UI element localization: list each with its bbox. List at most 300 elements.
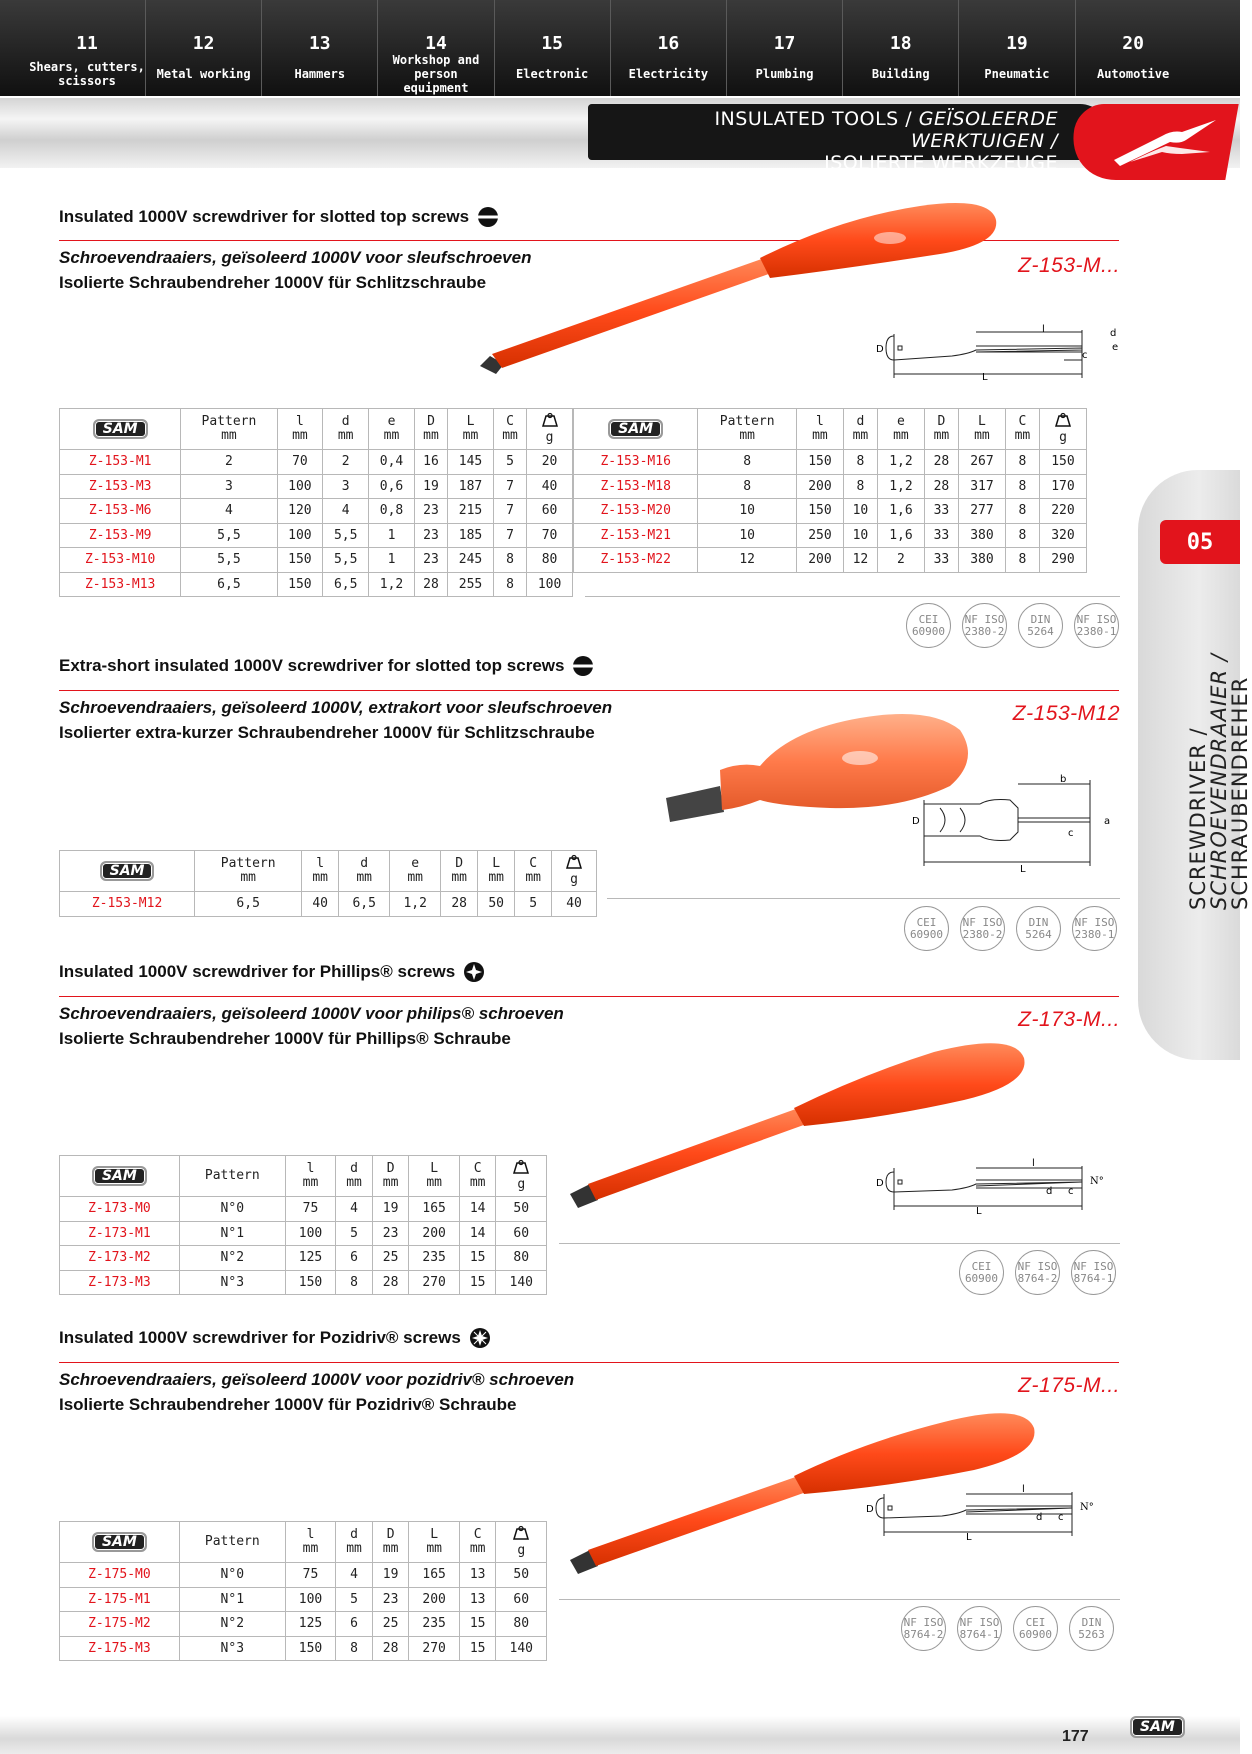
dim-label: l bbox=[1042, 324, 1045, 335]
table-row bbox=[574, 450, 1087, 475]
table-cell: 267 bbox=[958, 450, 1005, 475]
section2-table bbox=[59, 850, 597, 917]
nav-tab-15[interactable] bbox=[494, 0, 610, 96]
header-symbol: e bbox=[411, 856, 420, 871]
column-header bbox=[336, 1156, 373, 1197]
table-cell: 200 bbox=[409, 1221, 459, 1246]
header-unit: mm bbox=[469, 1541, 486, 1556]
column-header-weight bbox=[496, 1522, 547, 1563]
table-cell: 50 bbox=[496, 1563, 547, 1588]
header-unit: mm bbox=[462, 428, 479, 443]
chapter-navigation bbox=[0, 0, 1240, 96]
chapter-title-de: SCHRAUBENDREHER bbox=[1228, 676, 1252, 910]
table-row bbox=[60, 474, 573, 499]
column-header bbox=[459, 1522, 496, 1563]
table-cell: 7 bbox=[493, 523, 526, 548]
table-cell: 70 bbox=[277, 450, 323, 475]
dim-label: D bbox=[912, 816, 920, 827]
table-cell: 10 bbox=[698, 523, 797, 548]
nav-tab-number: 16 bbox=[657, 33, 680, 54]
section4-ref: Z-175-M... bbox=[1018, 1374, 1120, 1397]
table-cell: 187 bbox=[448, 474, 494, 499]
dim-label: c bbox=[1082, 350, 1088, 361]
badge-line: 2380-1 bbox=[1074, 927, 1115, 941]
table-cell: 75 bbox=[285, 1563, 335, 1588]
brand-header bbox=[60, 1156, 180, 1197]
certification-badge bbox=[904, 906, 949, 951]
column-header bbox=[285, 1156, 335, 1197]
table-cell: 1,6 bbox=[877, 523, 924, 548]
chapter-title-nl: SCHROEVENDRAAIER / bbox=[1207, 653, 1231, 910]
table-cell: 6,5 bbox=[339, 892, 390, 917]
table-cell: 270 bbox=[409, 1270, 459, 1295]
section3-certifications bbox=[959, 1250, 1116, 1295]
header-unit: mm bbox=[221, 428, 237, 443]
badge-line: NF ISO bbox=[1076, 612, 1117, 626]
section1-certifications bbox=[906, 603, 1119, 648]
dim-label: N° bbox=[1090, 1176, 1104, 1187]
table-cell: 8 bbox=[336, 1270, 373, 1295]
dim-label: D bbox=[876, 344, 884, 355]
table-cell: 150 bbox=[285, 1270, 335, 1295]
table-cell: 100 bbox=[285, 1221, 335, 1246]
product-code: Z-173-M2 bbox=[60, 1246, 180, 1271]
column-header bbox=[877, 409, 924, 450]
table-cell: 200 bbox=[796, 474, 843, 499]
table-cell: 10 bbox=[698, 499, 797, 524]
badge-line: CEI bbox=[916, 915, 937, 929]
table-cell: 19 bbox=[372, 1197, 409, 1222]
table-cell: 33 bbox=[924, 523, 958, 548]
nav-tab-number: 20 bbox=[1122, 33, 1144, 54]
table-cell: 4 bbox=[323, 499, 369, 524]
table-cell: 1,2 bbox=[877, 450, 924, 475]
badge-line: 60900 bbox=[909, 927, 944, 941]
dim-label: e bbox=[1112, 342, 1119, 353]
header-unit: g bbox=[517, 1177, 526, 1192]
header-symbol: C bbox=[473, 1527, 482, 1542]
dim-label: d bbox=[1110, 328, 1117, 339]
certification-badge bbox=[1016, 906, 1061, 951]
table-cell: 12 bbox=[698, 548, 797, 573]
badge-line: 60900 bbox=[911, 624, 946, 638]
nav-tab-number: 15 bbox=[541, 33, 563, 54]
table-cell: 23 bbox=[372, 1221, 409, 1246]
table-cell: 28 bbox=[924, 474, 958, 499]
header-symbol: e bbox=[387, 414, 396, 429]
header-unit: mm bbox=[292, 428, 308, 443]
header-unit: mm bbox=[451, 870, 467, 885]
table-cell: 150 bbox=[277, 548, 323, 573]
table-cell: 3 bbox=[181, 474, 277, 499]
table-cell: 6,5 bbox=[323, 572, 369, 597]
table-row bbox=[574, 523, 1087, 548]
header-unit: mm bbox=[469, 1175, 486, 1190]
table-cell: 120 bbox=[277, 499, 323, 524]
weight-icon bbox=[564, 855, 584, 869]
badge-line: 5264 bbox=[1025, 927, 1052, 941]
product-code: Z-153-M10 bbox=[60, 548, 181, 573]
brand-logo: SAM bbox=[608, 419, 663, 439]
header-symbol: d bbox=[360, 856, 369, 871]
nav-tab-13[interactable] bbox=[261, 0, 377, 96]
header-symbol: d bbox=[856, 414, 865, 429]
header-unit: mm bbox=[739, 428, 755, 443]
table-cell: 60 bbox=[496, 1221, 547, 1246]
certification-badge bbox=[1074, 603, 1119, 648]
product-code: Z-173-M1 bbox=[60, 1221, 180, 1246]
section2-title-text: Extra-short insulated 1000V screwdriver for slotted top screws bbox=[59, 656, 565, 675]
header-symbol: D bbox=[386, 1161, 395, 1176]
section4-table bbox=[59, 1521, 547, 1661]
table-cell: 1 bbox=[369, 548, 415, 573]
nav-tab-17[interactable] bbox=[726, 0, 842, 96]
table-row bbox=[60, 1270, 547, 1295]
column-header bbox=[372, 1156, 409, 1197]
certification-badge bbox=[906, 603, 951, 648]
nav-tab-label: Hammers bbox=[294, 67, 346, 81]
product-code: Z-173-M0 bbox=[60, 1197, 180, 1222]
table-row bbox=[60, 1636, 547, 1661]
header-unit: mm bbox=[382, 1541, 399, 1556]
header-symbol: D bbox=[386, 1527, 395, 1542]
column-header bbox=[924, 409, 958, 450]
table-cell: 19 bbox=[372, 1563, 409, 1588]
badge-line: NF ISO bbox=[903, 1615, 944, 1629]
table-cell: 60 bbox=[527, 499, 573, 524]
table-cell: 8 bbox=[493, 548, 526, 573]
nav-tab-label: Building bbox=[871, 67, 930, 81]
nav-tab-label: Plumbing bbox=[755, 67, 814, 81]
table-cell: 33 bbox=[924, 499, 958, 524]
header-unit: mm bbox=[302, 1541, 319, 1556]
nav-tab-label: Pneumatic bbox=[984, 67, 1050, 81]
badge-line: NF ISO bbox=[1073, 1259, 1114, 1273]
header-unit: mm bbox=[423, 428, 439, 443]
product-code: Z-153-M6 bbox=[60, 499, 181, 524]
table-cell: 200 bbox=[796, 548, 843, 573]
badge-line: 5263 bbox=[1078, 1627, 1105, 1641]
header-unit: mm bbox=[383, 428, 400, 443]
table-cell: 15 bbox=[459, 1636, 496, 1661]
section2-certifications bbox=[904, 906, 1117, 951]
section1-title bbox=[59, 206, 499, 228]
certification-badge bbox=[1071, 1250, 1116, 1295]
table-cell: 14 bbox=[459, 1221, 496, 1246]
table-cell: 60 bbox=[496, 1587, 547, 1612]
table-cell: 4 bbox=[336, 1563, 373, 1588]
table-cell: 40 bbox=[527, 474, 573, 499]
table-cell: 380 bbox=[958, 523, 1005, 548]
header-symbol: d bbox=[341, 414, 350, 429]
phillips-screw-icon bbox=[463, 961, 485, 983]
table-cell: 5,5 bbox=[323, 548, 369, 573]
header-symbol: C bbox=[529, 856, 538, 871]
nav-tab-label: Automotive bbox=[1096, 67, 1170, 81]
nav-tab-12[interactable] bbox=[145, 0, 261, 96]
table-row bbox=[60, 499, 573, 524]
product-code: Z-153-M13 bbox=[60, 572, 181, 597]
nav-tab-14[interactable] bbox=[377, 0, 493, 96]
section3-ref: Z-173-M... bbox=[1018, 1008, 1120, 1031]
pozidriv-screw-icon bbox=[469, 1327, 491, 1349]
table-cell: 4 bbox=[181, 499, 277, 524]
section-header bbox=[588, 104, 1108, 174]
product-code: Z-153-M20 bbox=[574, 499, 698, 524]
table-cell: 245 bbox=[448, 548, 494, 573]
nav-tab-18[interactable] bbox=[842, 0, 958, 96]
divider bbox=[559, 1599, 1120, 1600]
table-row bbox=[60, 450, 573, 475]
table-cell: 80 bbox=[496, 1612, 547, 1637]
table-row bbox=[60, 892, 597, 917]
dim-label: l bbox=[1032, 1158, 1035, 1169]
header-symbol: L bbox=[430, 1527, 439, 1542]
header-unit: mm bbox=[312, 870, 329, 885]
product-code: Z-153-M9 bbox=[60, 523, 181, 548]
sam-footer-logo bbox=[1130, 1716, 1185, 1738]
product-code: Z-153-M21 bbox=[574, 523, 698, 548]
badge-line: NF ISO bbox=[1017, 1259, 1058, 1273]
section4-subtitle-nl: Schroevendraaiers, geïsoleerd 1000V voor pozidriv® schroeven bbox=[59, 1370, 575, 1389]
pliers-icon bbox=[1110, 112, 1220, 168]
header-unit: mm bbox=[337, 428, 354, 443]
header-unit: mm bbox=[1014, 428, 1031, 443]
weight-icon bbox=[540, 413, 560, 427]
column-header bbox=[409, 1522, 459, 1563]
header-unit: mm bbox=[852, 428, 869, 443]
badge-line: 5264 bbox=[1027, 624, 1054, 638]
nav-tab-label: Electronic bbox=[516, 67, 589, 81]
slotted-screw-icon bbox=[572, 655, 594, 677]
table-row bbox=[574, 499, 1087, 524]
table-cell: 0,4 bbox=[369, 450, 415, 475]
header-symbol: l bbox=[816, 414, 824, 429]
table-cell: 50 bbox=[496, 1197, 547, 1222]
section3-divider bbox=[59, 996, 1119, 997]
section2-dimension-diagram bbox=[910, 774, 1120, 874]
badge-line: 8764-2 bbox=[1017, 1271, 1058, 1285]
table-cell: 220 bbox=[1039, 499, 1086, 524]
product-code: Z-175-M2 bbox=[60, 1612, 180, 1637]
column-header bbox=[390, 851, 441, 892]
header-unit: mm bbox=[356, 870, 373, 885]
table-cell: N°2 bbox=[179, 1246, 285, 1271]
section4-subtitle-de: Isolierte Schraubendreher 1000V für Pozidriv® Schraube bbox=[59, 1395, 517, 1414]
table-cell: 19 bbox=[414, 474, 447, 499]
table-cell: 185 bbox=[448, 523, 494, 548]
header-unit: g bbox=[570, 872, 578, 887]
weight-icon bbox=[1053, 413, 1073, 427]
section1-subtitle-de: Isolierte Schraubendreher 1000V für Schlitzschraube bbox=[59, 273, 487, 292]
table-cell: 8 bbox=[1005, 474, 1039, 499]
table-cell: 28 bbox=[372, 1270, 409, 1295]
column-header bbox=[181, 409, 277, 450]
table-cell: 80 bbox=[527, 548, 573, 573]
table-cell: 125 bbox=[285, 1246, 335, 1271]
table-cell: 23 bbox=[372, 1587, 409, 1612]
table-cell: 5,5 bbox=[323, 523, 369, 548]
divider bbox=[607, 898, 1120, 899]
table-cell: 8 bbox=[843, 474, 877, 499]
header-symbol: Pattern bbox=[719, 414, 775, 429]
nav-tab-19[interactable] bbox=[958, 0, 1074, 96]
header-unit: mm bbox=[382, 1175, 399, 1190]
table-cell: 16 bbox=[414, 450, 447, 475]
table-cell: 40 bbox=[302, 892, 339, 917]
column-header bbox=[958, 409, 1005, 450]
certification-badge bbox=[957, 1606, 1002, 1651]
table-cell: 1,6 bbox=[877, 499, 924, 524]
certification-badge bbox=[962, 603, 1007, 648]
column-header bbox=[409, 1156, 459, 1197]
product-code: Z-173-M3 bbox=[60, 1270, 180, 1295]
table-cell: 150 bbox=[1039, 450, 1086, 475]
header-unit: g bbox=[545, 430, 554, 445]
badge-line: CEI bbox=[971, 1259, 992, 1273]
table-cell: 8 bbox=[698, 474, 797, 499]
table-cell: 7 bbox=[493, 474, 526, 499]
table-cell: 25 bbox=[372, 1246, 409, 1271]
table-cell: 10 bbox=[843, 499, 877, 524]
badge-line: NF ISO bbox=[964, 612, 1005, 626]
table-cell: 28 bbox=[441, 892, 478, 917]
table-cell: 28 bbox=[924, 450, 958, 475]
column-header bbox=[515, 851, 552, 892]
certification-badge bbox=[901, 1606, 946, 1651]
certification-badge bbox=[1018, 603, 1063, 648]
table-cell: 145 bbox=[448, 450, 494, 475]
table-cell: 215 bbox=[448, 499, 494, 524]
nav-tab-16[interactable] bbox=[610, 0, 726, 96]
table-cell: 6,5 bbox=[195, 892, 302, 917]
nav-tab-label: Electricity bbox=[628, 67, 709, 81]
table-cell: 125 bbox=[285, 1612, 335, 1637]
divider bbox=[559, 1243, 1120, 1244]
table-cell: 290 bbox=[1039, 548, 1086, 573]
header-symbol: l bbox=[306, 1161, 315, 1176]
chapter-number: 05 bbox=[1160, 520, 1240, 564]
header-unit: mm bbox=[346, 1175, 362, 1190]
column-header bbox=[414, 409, 447, 450]
brand-header bbox=[574, 409, 698, 450]
chapter-title bbox=[1188, 610, 1251, 910]
header-symbol: C bbox=[506, 414, 514, 429]
table-cell: 2 bbox=[181, 450, 277, 475]
section1-table-left bbox=[59, 408, 573, 597]
section4-certifications bbox=[901, 1606, 1114, 1651]
product-code: Z-153-M22 bbox=[574, 548, 698, 573]
table-cell: 1,2 bbox=[877, 474, 924, 499]
table-cell: 28 bbox=[372, 1636, 409, 1661]
column-header-weight bbox=[552, 851, 597, 892]
header-unit: mm bbox=[426, 1541, 442, 1556]
table-cell: 7 bbox=[493, 499, 526, 524]
brand-header bbox=[60, 1522, 180, 1563]
table-cell: 15 bbox=[459, 1270, 496, 1295]
header-nl: GEÏSOLEERDE WERKTUIGEN / bbox=[911, 108, 1058, 152]
dim-label: c bbox=[1058, 1512, 1064, 1523]
dim-label: c bbox=[1068, 1186, 1074, 1197]
table-cell: 100 bbox=[277, 523, 323, 548]
header-symbol: L bbox=[978, 414, 986, 429]
product-code: Z-153-M12 bbox=[60, 892, 195, 917]
column-header bbox=[372, 1522, 409, 1563]
nav-tab-number: 18 bbox=[889, 33, 912, 54]
header-symbol: L bbox=[430, 1161, 439, 1176]
table-cell: 3 bbox=[323, 474, 369, 499]
table-cell: 28 bbox=[414, 572, 447, 597]
table-cell: 1,2 bbox=[390, 892, 441, 917]
header-unit: mm bbox=[893, 428, 909, 443]
table-cell: 150 bbox=[796, 450, 843, 475]
header-unit: mm bbox=[933, 428, 950, 443]
nav-tab-20[interactable] bbox=[1075, 0, 1191, 96]
product-code: Z-175-M3 bbox=[60, 1636, 180, 1661]
badge-line: DIN bbox=[1028, 915, 1049, 929]
certification-badge bbox=[1015, 1250, 1060, 1295]
dim-label: d bbox=[1046, 1186, 1053, 1197]
badge-line: 60900 bbox=[964, 1271, 999, 1285]
badge-line: NF ISO bbox=[1074, 915, 1115, 929]
dim-label: c bbox=[1068, 828, 1074, 839]
section1-subtitle-nl: Schroevendraaiers, geïsoleerd 1000V voor sleufschroeven bbox=[59, 248, 532, 267]
table-cell: 75 bbox=[285, 1197, 335, 1222]
section1-dimension-diagram bbox=[872, 324, 1122, 386]
dim-label: N° bbox=[1080, 1502, 1094, 1513]
table-cell: 165 bbox=[409, 1563, 459, 1588]
header-unit: mm bbox=[302, 1175, 319, 1190]
nav-tab-11[interactable] bbox=[29, 0, 145, 96]
badge-line: 8764-1 bbox=[1073, 1271, 1114, 1285]
column-header bbox=[369, 409, 415, 450]
section1-title-text: Insulated 1000V screwdriver for slotted top screws bbox=[59, 207, 470, 226]
certification-badge bbox=[1069, 1606, 1114, 1651]
column-header bbox=[493, 409, 526, 450]
badge-line: CEI bbox=[918, 612, 939, 626]
section1-table-right bbox=[573, 408, 1087, 573]
section2-title bbox=[59, 655, 594, 677]
certification-badge bbox=[1072, 906, 1117, 951]
table-cell: N°1 bbox=[179, 1221, 285, 1246]
header-symbol: Pattern bbox=[201, 414, 257, 429]
column-header bbox=[796, 409, 843, 450]
nav-tab-number: 11 bbox=[76, 33, 98, 54]
table-cell: 140 bbox=[496, 1270, 547, 1295]
section2-ref: Z-153-M12 bbox=[1012, 702, 1120, 725]
header-symbol: D bbox=[427, 414, 435, 429]
certification-badge bbox=[960, 906, 1005, 951]
brand-logo: SAM bbox=[92, 1532, 147, 1552]
badge-line: 2380-2 bbox=[964, 624, 1005, 638]
column-header bbox=[285, 1522, 335, 1563]
table-cell: 250 bbox=[796, 523, 843, 548]
table-cell: N°0 bbox=[179, 1563, 285, 1588]
section3-title bbox=[59, 961, 485, 983]
table-row bbox=[574, 474, 1087, 499]
section2-subtitle-nl: Schroevendraaiers, geïsoleerd 1000V, extrakort voor sleufschroeven bbox=[59, 698, 613, 717]
header-symbol: Pattern bbox=[204, 1534, 260, 1549]
column-header bbox=[195, 851, 302, 892]
section3-table bbox=[59, 1155, 547, 1295]
table-cell: 320 bbox=[1039, 523, 1086, 548]
header-unit: mm bbox=[812, 428, 828, 443]
table-cell: 380 bbox=[958, 548, 1005, 573]
table-row bbox=[60, 572, 573, 597]
table-cell: N°1 bbox=[179, 1587, 285, 1612]
weight-icon bbox=[511, 1160, 531, 1174]
section4-divider bbox=[59, 1362, 1119, 1363]
